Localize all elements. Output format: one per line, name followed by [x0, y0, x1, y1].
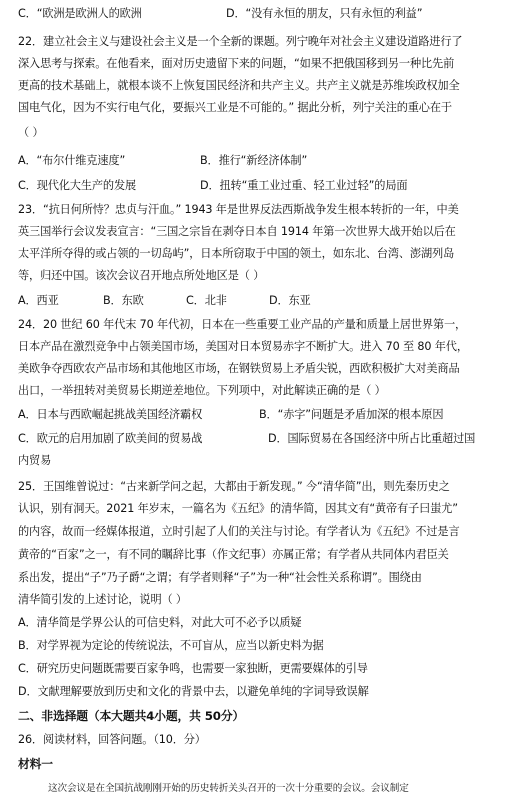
q23-option-d: D．东亚	[269, 294, 311, 307]
q21-option-c: C．“欧洲是欧洲人的欧洲	[18, 7, 142, 20]
q24-option-c: C．欧元的启用加剧了欧美间的贸易战	[18, 432, 203, 445]
q24-option-d: D．国际贸易在各国经济中所占比重超过国	[268, 432, 476, 445]
q22-option-c: C．现代化大生产的发展	[18, 179, 137, 192]
q24-stem-line-4: 出口，一举扭转对美贸易长期逆差地位。下列项中，对此解读正确的是（ ）	[18, 384, 386, 397]
material-label: 材料一	[18, 757, 53, 771]
q23-stem-line-3: 太平洋所夺得的或占领的一切岛屿”，日本所窃取于中国的领土，如东北、台湾、澎湖列岛	[18, 247, 455, 260]
q23-option-c: C．北非	[186, 294, 227, 307]
q23-stem-line-4: 等，归还中国。该次会议召开地点所处地区是（ ）	[18, 269, 265, 282]
q24-option-b: B．“赤字”问题是矛盾加深的根本原因	[259, 408, 444, 421]
section-heading: 二、非选择题（本大题共4小题，共 50分）	[18, 709, 245, 723]
q26-prompt: 26．阅读材料，回答问题。（10．分）	[18, 733, 206, 746]
q22-option-d: D．扭转“重工业过重、轻工业过轻”的局面	[200, 179, 408, 192]
q22-option-b: B．推行“新经济体制”	[200, 154, 308, 167]
q25-option-b: B．对学界视为定论的传统说法，不可盲从，应当以新史料为据	[18, 639, 324, 652]
q23-option-b: B．东欧	[103, 294, 144, 307]
q25-stem-line-5: 系出发，提出“子”乃子爵“之谓；有学者则释“子”为一种“社会性关系称谓”。围绕由	[18, 571, 422, 584]
q24-option-a: A．日本与西欧崛起挑战美国经济霸权	[18, 408, 203, 421]
q25-stem-line-4: 黄帝的“百家”之一，有不同的瞩辞比事（作文纪事）亦属正常；有学者从共同体内君臣关	[18, 548, 449, 561]
q24-stem-line-1: 24．20 世纪 60 年代末 70 年代初，日本在一些重要工业产品的产量和质量上居世界第一，	[18, 318, 467, 331]
q22-option-a: A．“布尔什维克速度”	[18, 154, 126, 167]
q24-stem-line-2: 日本产品在激烈竞争中占领美国市场，美国对日本贸易赤字不断扩大。进入 70 至 80 年代，	[18, 340, 468, 353]
q25-stem-line-6: 清华简引发的上述讨论，说明（ ）	[18, 593, 187, 606]
q25-stem-line-3: 的内容，故而一经媒体报道，立时引起了人们的关注与讨论。有学者认为《五纪》不过是言	[18, 525, 460, 538]
q25-stem-line-1: 25．王国维曾说过：“古来新学问之起，大都由于新发现。” 今“清华简”出，则先秦历史之	[18, 480, 450, 493]
q22-stem-line-4: 国电气化，因为不实行电气化，要振兴工业是不可能的。” 据此分析，列宁关注的重心在于	[18, 101, 452, 114]
q22-stem-line-1: 22．建立社会主义与建设社会主义是一个全新的课题。列宁晚年对社会主义建设道路进行了	[18, 35, 463, 48]
q22-stem-line-5: （ ）	[18, 126, 44, 139]
q22-stem-line-3: 更高的技术基础上，就根本谈不上恢复国民经济和共产主义。共产主义就是苏维埃政权加全	[18, 79, 460, 92]
q25-option-c: C．研究历史问题既需要百家争鸣，也需要一家独断，更需要媒体的引导	[18, 662, 368, 675]
material-text: 这次会议是在全国抗战刚刚开始的历史转折关头召开的一次十分重要的会议。会议制定	[48, 783, 409, 794]
q23-option-a: A．西亚	[18, 294, 59, 307]
q23-stem-line-2: 英三国举行会议发表宣言：“三国之宗旨在剥夺日本自 1914 年第一次世界大战开始以后在	[18, 225, 456, 238]
q25-stem-line-2: 认识，别有洞天。2021 年岁末，一篇名为《五纪》的清华简，因其文有“黄帝有子曰蚩尤”	[18, 502, 458, 515]
q24-stem-line-3: 美欧争夺西欧农产品市场和其他地区市场，在钢铁贸易上矛盾尖锐，西欧积极扩大对美商品	[18, 362, 460, 375]
q22-stem-line-2: 深入思考与探索。在他看来，面对历史遗留下来的问题，“如果不把俄国移到另一种比先前	[18, 57, 455, 70]
q25-option-a: A．清华简是学界公认的可信史料，对此大可不必予以质疑	[18, 616, 302, 629]
q25-option-d: D．文献理解要放到历史和文化的背景中去，以避免单纯的字词导致误解	[18, 685, 369, 698]
q23-stem-line-1: 23．“抗日何所恃？忠贞与汗血。” 1943 年是世界反法西斯战争发生根本转折的一年，中美	[18, 203, 459, 216]
q21-option-d: D．“没有永恒的朋友，只有永恒的利益”	[226, 7, 423, 20]
q24-option-d-continued: 内贸易	[18, 454, 52, 467]
